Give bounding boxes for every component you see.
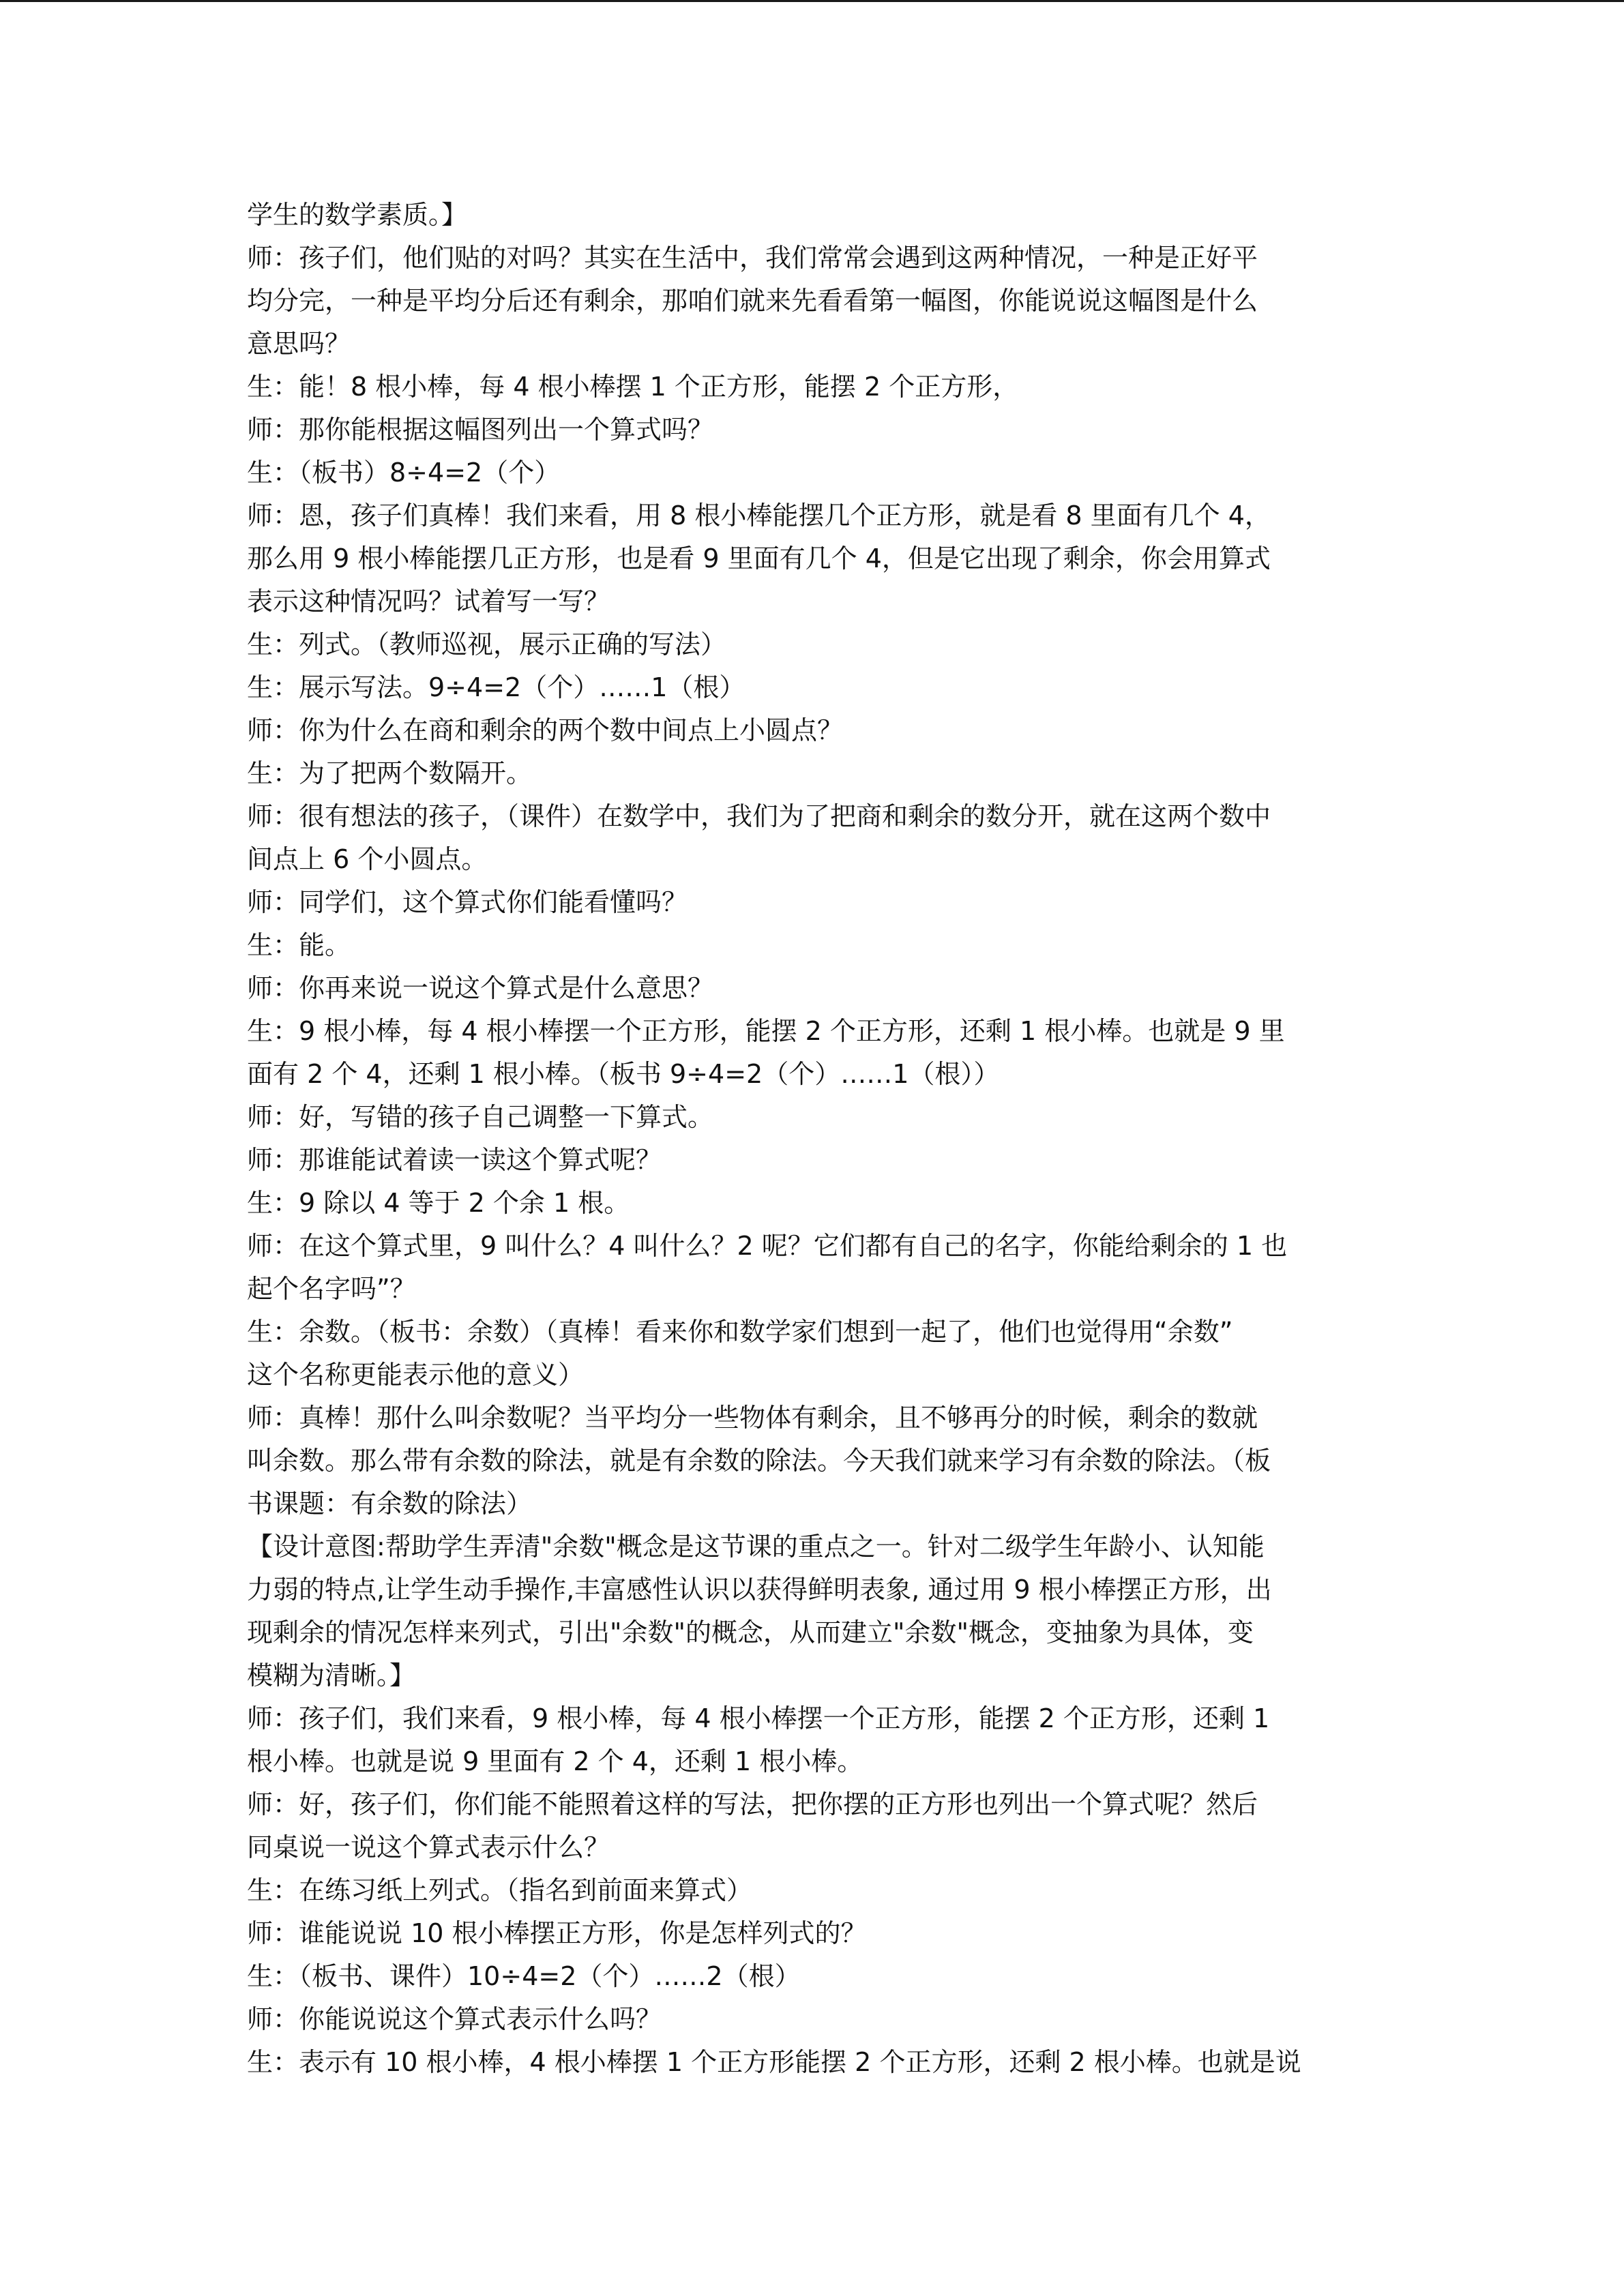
text-line: 这个名称更能表示他的意义） (247, 1360, 585, 1390)
text-line: 意思吗？ (247, 329, 351, 359)
text-line: 生：表示有 10 根小棒，4 根小棒摆 1 个正方形能摆 2 个正方形，还剩 2 根小棒。也就是说 (247, 2047, 1301, 2077)
text-line: 同桌说一说这个算式表示什么？ (247, 1832, 610, 1862)
text-line: 生：展示写法。9÷4=2（个）……1（根） (247, 672, 745, 702)
text-line: 生：能。 (247, 930, 351, 960)
text-line: 师：你再来说一说这个算式是什么意思？ (247, 973, 714, 1003)
text-line: 面有 2 个 4，还剩 1 根小棒。（板书 9÷4=2（个）……1（根）） (247, 1059, 1000, 1089)
text-line: 师：同学们，这个算式你们能看懂吗？ (247, 887, 688, 917)
text-line: 师：很有想法的孩子，（课件）在数学中，我们为了把商和剩余的数分开，就在这两个数中 (247, 801, 1271, 831)
text-line: 均分完，一种是平均分后还有剩余，那咱们就来先看看第一幅图，你能说说这幅图是什么 (247, 286, 1258, 316)
text-line: 生：9 除以 4 等于 2 个余 1 根。 (247, 1188, 630, 1218)
text-line: 生：余数。（板书：余数）（真棒！看来你和数学家们想到一起了，他们也觉得用“余数” (247, 1317, 1233, 1347)
text-line: 师：好，孩子们，你们能不能照着这样的写法，把你摆的正方形也列出一个算式呢？然后 (247, 1789, 1258, 1819)
text-line: 生：列式。（教师巡视，展示正确的写法） (247, 629, 727, 659)
text-line: 师：那谁能试着读一读这个算式呢？ (247, 1145, 662, 1175)
text-line: 生：为了把两个数隔开。 (247, 758, 533, 788)
text-line: 师：那你能根据这幅图列出一个算式吗？ (247, 415, 714, 445)
text-line: 师：你为什么在商和剩余的两个数中间点上小圆点？ (247, 715, 844, 745)
text-line: 生：在练习纸上列式。（指名到前面来算式） (247, 1875, 753, 1905)
text-line: 生：9 根小棒，每 4 根小棒摆一个正方形，能摆 2 个正方形，还剩 1 根小棒。也就是 9 里 (247, 1016, 1285, 1046)
document-body (247, 194, 1379, 2084)
text-line: 那么用 9 根小棒能摆几正方形，也是看 9 里面有几个 4，但是它出现了剩余，你会用算式 (247, 543, 1271, 573)
text-line: 师：真棒！那什么叫余数呢？当平均分一些物体有剩余，且不够再分的时候，剩余的数就 (247, 1403, 1258, 1433)
text-line: 师：孩子们，我们来看，9 根小棒，每 4 根小棒摆一个正方形，能摆 2 个正方形，还剩 1 (247, 1703, 1270, 1733)
text-line: 师：在这个算式里，9 叫什么？4 叫什么？2 呢？它们都有自己的名字，你能给剩余的 1 也 (247, 1231, 1288, 1261)
text-line: 表示这种情况吗？试着写一写？ (247, 586, 610, 616)
text-line: 【设计意图:帮助学生弄清"余数"概念是这节课的重点之一。针对二级学生年龄小、认知能 (247, 1532, 1265, 1562)
text-line: 生：能！8 根小棒，每 4 根小棒摆 1 个正方形，能摆 2 个正方形， (247, 372, 1019, 402)
text-line: 力弱的特点,让学生动手操作,丰富感性认识以获得鲜明表象, 通过用 9 根小棒摆正方形，出 (247, 1575, 1272, 1605)
text-line: 师：恩，孩子们真棒！我们来看，用 8 根小棒能摆几个正方形，就是看 8 里面有几个 4， (247, 501, 1271, 531)
text-line: 叫余数。那么带有余数的除法，就是有余数的除法。今天我们就来学习有余数的除法。（板 (247, 1446, 1271, 1476)
text-line: 现剩余的情况怎样来列式，引出"余数"的概念，从而建立"余数"概念，变抽象为具体，变 (247, 1617, 1254, 1648)
text-line: 师：你能说说这个算式表示什么吗？ (247, 2004, 662, 2034)
text-line: 间点上 6 个小圆点。 (247, 844, 488, 874)
text-line: 根小棒。也就是说 9 里面有 2 个 4，还剩 1 根小棒。 (247, 1746, 863, 1776)
text-line: 起个名字吗”？ (247, 1274, 416, 1304)
text-line: 师：谁能说说 10 根小棒摆正方形，你是怎样列式的？ (247, 1918, 867, 1948)
text-line: 学生的数学素质。】 (247, 200, 468, 230)
text-line: 生：（板书）8÷4=2（个） (247, 458, 561, 488)
text-line: 生：（板书、课件）10÷4=2（个）……2（根） (247, 1961, 801, 1991)
page-top-border (0, 0, 1624, 2)
text-line: 师：好，写错的孩子自己调整一下算式。 (247, 1102, 714, 1132)
text-line: 模糊为清晰。】 (247, 1660, 416, 1690)
text-line: 书课题：有余数的除法） (247, 1489, 533, 1519)
text-line: 师：孩子们，他们贴的对吗？其实在生活中，我们常常会遇到这两种情况，一种是正好平 (247, 243, 1258, 273)
